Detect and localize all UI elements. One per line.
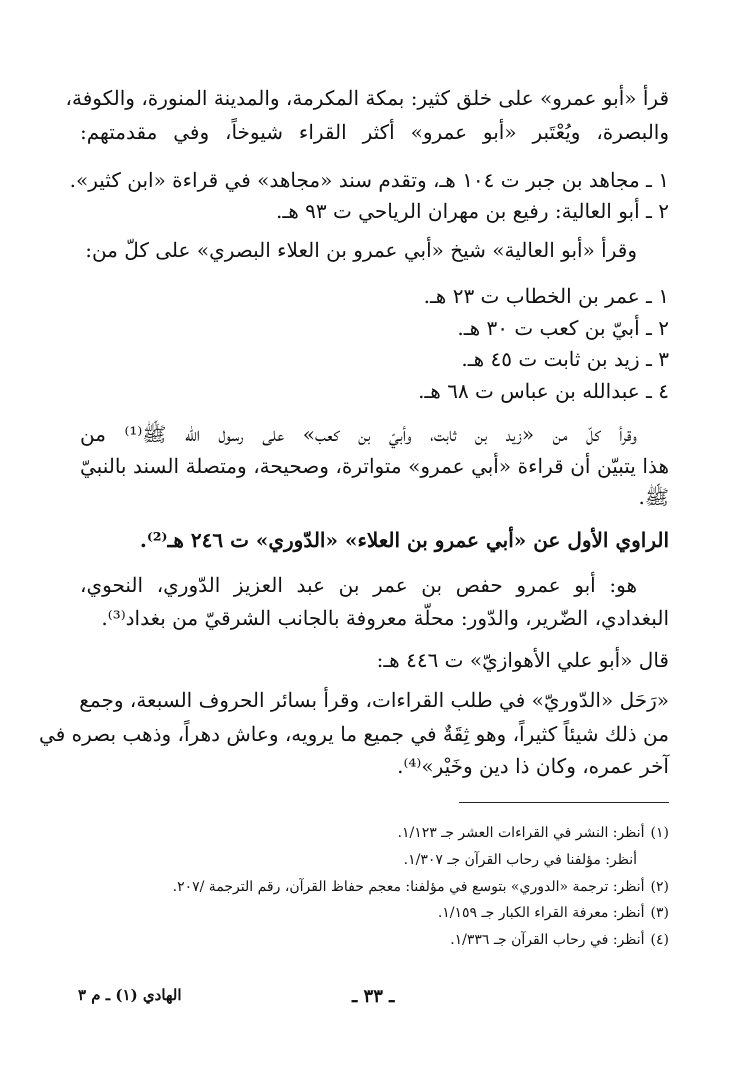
paragraph-line: هذا يتبيّن أن قراءة «أبي عمرو» متواترة، وصحيحة، ومتصلة السند بالنبيّ [80, 454, 669, 478]
footnote-text: أنظر: النشر في القراءات العشر جـ ١/١٢٣. [397, 825, 645, 841]
footnote-text: أنظر: في رحاب القرآن جـ ١/٣٣٦. [450, 932, 645, 948]
quote-line: آخر عمره، وكان ذا دين وخَيْر»⁽⁴⁾. [397, 754, 669, 778]
footnote [173, 880, 669, 894]
list-item: ٣ ـ زيد بن ثابت ت ٤٥ هـ. [461, 347, 669, 371]
list-item: ٢ ـ أبو العالية: رفيع بن مهران الرياحي ت ٩٣ هـ. [276, 199, 669, 223]
list-item: ٤ ـ عبدالله بن عباس ت ٦٨ هـ. [418, 379, 669, 403]
footnote-number: (٤) [650, 932, 669, 948]
footnote-text: أنظر: مؤلفنا في رحاب القرآن جـ ١/٣٠٧. [403, 852, 637, 868]
paragraph-line: ﷺ. [638, 485, 669, 509]
paragraph-line: البغدادي، الضّرير، والدّور: محلّة معروفة بالجانب الشرقيّ من بغداد⁽³⁾. [101, 606, 669, 630]
footnote-number: (٣) [650, 905, 669, 921]
list-item: ١ ـ عمر بن الخطاب ت ٢٣ هـ. [423, 284, 669, 308]
paragraph-line: هو: أبو عمرو حفص بن عمر بن عبد العزيز الدّوري، النحوي، [80, 573, 637, 597]
footnote-text: أنظر: ترجمة «الدوري» بتوسع في مؤلفنا: معجم حفاظ القرآن، رقم الترجمة /٢٠٧. [172, 879, 645, 895]
paragraph-line: قرأ «أبو عمرو» على خلق كثير: بمكة المكرمة، والمدينة المنورة، والكوفة، [65, 86, 669, 110]
paragraph-line: وقرأ كلّ من «زيد بن ثابت، وأبيّ بن كعب» على رسول الله ﷺ⁽¹⁾ من [80, 422, 637, 446]
footnote [398, 826, 669, 840]
footnote-divider [459, 802, 669, 803]
paragraph-line: وقرأ «أبو العالية» شيخ «أبي عمرو بن العلاء البصري» على كلّ من: [85, 238, 637, 262]
footnote-number: (٢) [650, 879, 669, 895]
footnote [450, 933, 669, 947]
signature-mark: الهادي (١) ـ م ٣ [78, 986, 182, 1004]
list-item: ٢ ـ أبيّ بن كعب ت ٣٠ هـ. [457, 316, 669, 340]
section-heading: الراوي الأول عن «أبي عمرو بن العلاء» «الدّوري» ت ٢٤٦ هـ⁽²⁾. [139, 528, 669, 552]
quote-line: من ذلك شيئاً كثيراً، وهو ثِقَةٌ في جميع ما يرويه، وعاش دهراً، وذهب بصره في [39, 722, 669, 746]
footnote [438, 906, 669, 920]
paragraph-line: قال «أبو علي الأهوازيّ» ت ٤٤٦ هـ: [376, 648, 669, 672]
footnote-text: أنظر: معرفة القراء الكبار جـ ١/١٥٩. [437, 905, 645, 921]
page-number: ـ ٣٣ ـ [352, 986, 395, 1007]
list-item: ١ ـ مجاهد بن جبر ت ١٠٤ هـ، وتقدم سند «مجاهد» في قراءة «ابن كثير». [69, 168, 669, 192]
footnote [404, 853, 637, 867]
footnote-number: (١) [650, 825, 669, 841]
paragraph-line: والبصرة، ويُعْتَبر «أبو عمرو» أكثر القراء شيوخاً، وفي مقدمتهم: [80, 120, 669, 144]
quote-line: «رَحَل «الدّوريّ» في طلب القراءات، وقرأ بسائر الحروف السبعة، وجمع [79, 688, 669, 712]
